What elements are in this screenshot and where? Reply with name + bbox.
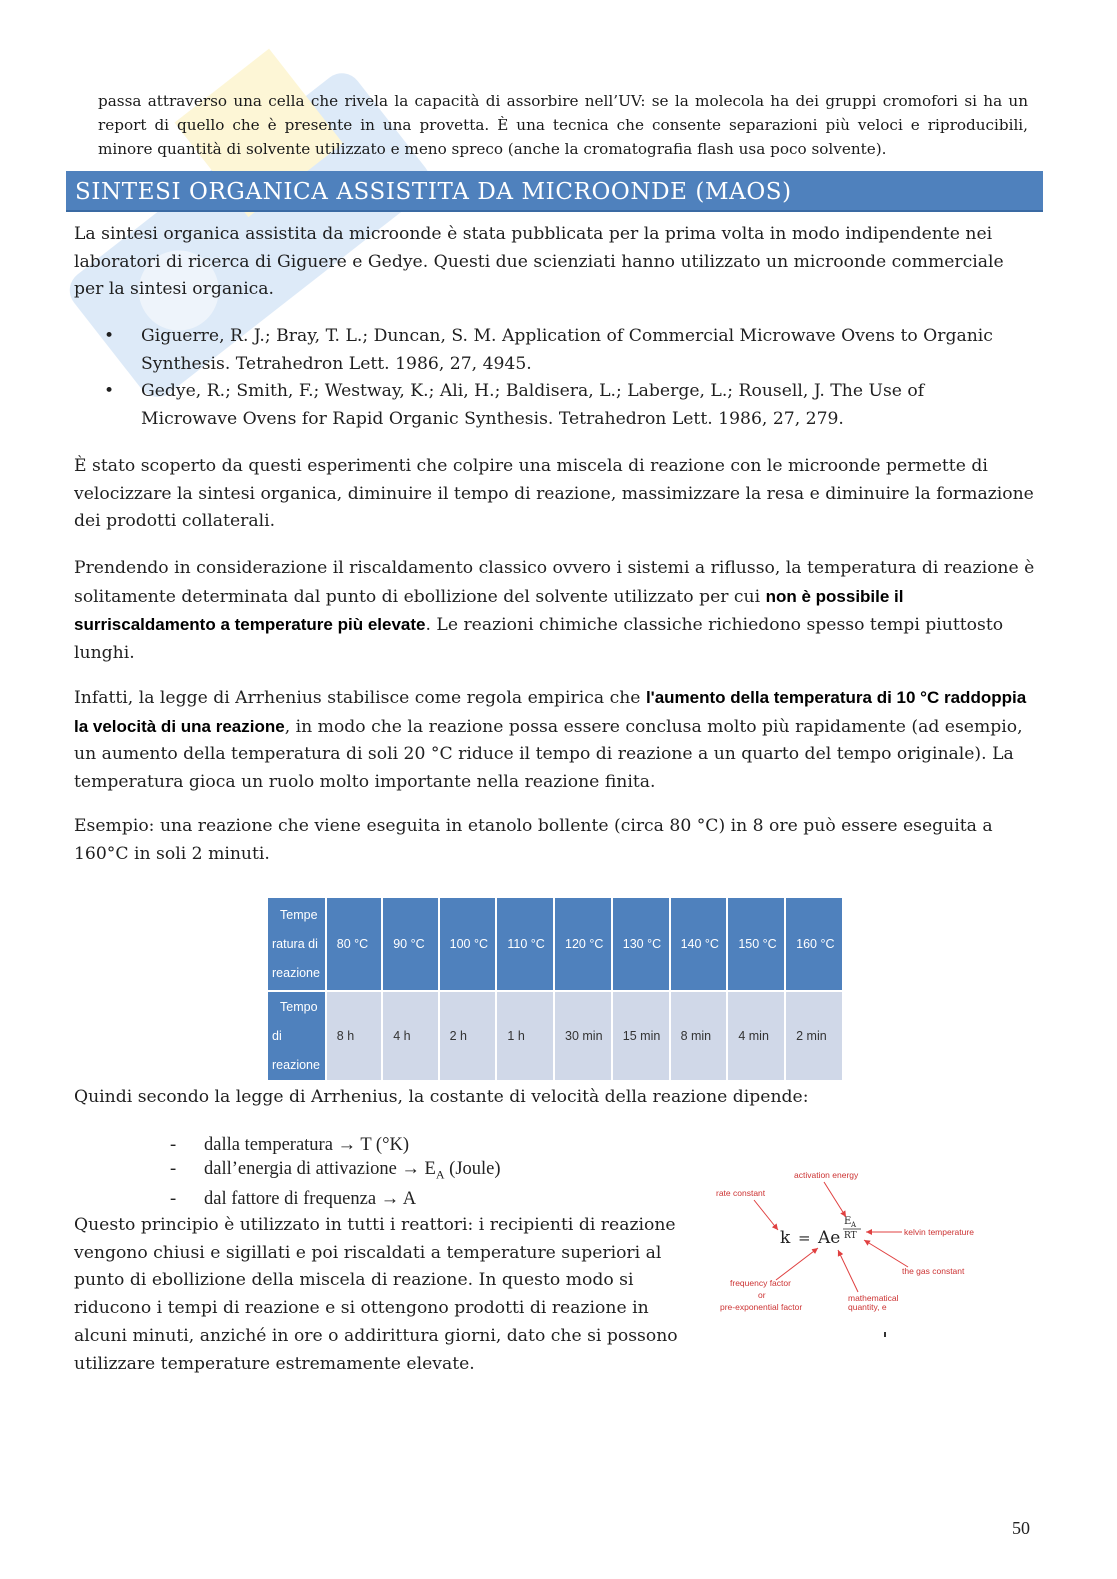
table-cell: 90 °C: [382, 897, 438, 991]
arrhenius-equation-diagram: [706, 1162, 986, 1342]
factor-text: dal fattore di frequenza → A: [204, 1188, 417, 1209]
table-cell: 2 min: [785, 991, 843, 1081]
label-rate-constant: rate constant: [716, 1188, 766, 1198]
row-header: [267, 897, 326, 991]
label-pre-exponential: pre-exponential factor: [720, 1302, 803, 1312]
table-cell: 150 °C: [727, 897, 785, 991]
text-run: . Le reazioni chimiche classiche richiedono spesso tempi piuttosto lunghi.: [74, 615, 1004, 664]
section-title: SINTESI ORGANICA ASSISTITA DA MICROONDE (MAOS): [75, 179, 792, 205]
reference-text: Gedye, R.; Smith, F.; Westway, K.; Ali, H.; Baldisera, L.; Laberge, L.; Rousell, J. The Use of Microwave Ovens for Rapid Organic Synthesis. Tetrahedron Lett. 1986, 27, 279.: [141, 381, 925, 430]
row-header-line: Tempo: [280, 999, 318, 1014]
page-number: 50: [1012, 1518, 1030, 1538]
table-cell: 30 min: [554, 991, 612, 1081]
arrow-frequency: [776, 1248, 818, 1280]
paragraph-intro-maos: La sintesi organica assistita da microonde è stata pubblicata per la prima volta in modo indipendente nei laboratori di ricerca di Giguere e Gedye. Questi due scienziati hanno utilizzato un microonde commerciale per la sintesi organica.: [74, 224, 1004, 300]
arrow-mathematical: [838, 1250, 858, 1292]
table-cell: 1 h: [496, 991, 554, 1081]
table-cell: 80 °C: [326, 897, 382, 991]
table-row: [267, 897, 843, 991]
equation-equals: =: [798, 1229, 811, 1247]
row-header: [267, 991, 326, 1081]
bullet: •: [104, 326, 115, 346]
paragraph-example: Esempio: una reazione che viene eseguita in etanolo bollente (circa 80 °C) in 8 ore può essere eseguita a 160°C in soli 2 minuti.: [74, 816, 993, 864]
label-frequency-factor: frequency factor: [730, 1278, 791, 1288]
temperature-time-table: [266, 896, 844, 1082]
reference-text: Giguerre, R. J.; Bray, T. L.; Duncan, S. M. Application of Commercial Microwave Ovens to Organic Synthesis. Tetrahedron Lett. 1986, 27, 4945.: [141, 326, 993, 374]
equation-exp-num: E: [844, 1216, 852, 1227]
factor-text: dalla temperatura → T (°K): [204, 1135, 409, 1155]
label-mathematical: mathematical: [848, 1293, 899, 1303]
arrow-rate: [754, 1200, 778, 1230]
tiny-mark: [884, 1332, 886, 1337]
table-cell: 160 °C: [785, 897, 843, 991]
intro-paragraph: passa attraverso una cella che rivela la capacità di assorbire nell’UV: se la molecola ha dei gruppi cromofori si ha un report di quello che è presente in una provetta. È una tecnica che consente separazioni più veloci e riproducibili, minore quantità di solvente utilizzato e meno spreco (anche la cromatografia flash usa poco solvente).: [98, 92, 1028, 159]
row-header-line: Tempe: [280, 907, 318, 922]
paragraph-arrhenius: [74, 684, 1036, 797]
paragraph-reactors: Questo principio è utilizzato in tutti i reattori: i recipienti di reazione vengono chiusi e sigillati e poi riscaldati a temperature superiori al punto di ebollizione della miscela di reazione. In questo modo si riducono i tempi di reazione e si ottengono prodotti di reazione in alcuni minuti, anziché in ore o addirittura giorni, dato che si possono utilizzare temperature estremamente elevate.: [74, 1215, 678, 1374]
factor-item: [170, 1157, 501, 1187]
arrow-gas: [864, 1240, 908, 1267]
table-cell: 110 °C: [496, 897, 554, 991]
factor-text: dall’energia di attivazione → E: [204, 1159, 436, 1179]
table-cell: 15 min: [612, 991, 670, 1081]
table-cell: 8 h: [326, 991, 382, 1081]
row-header-line: di: [272, 1028, 282, 1043]
paragraph-arrhenius-factors: Quindi secondo la legge di Arrhenius, la costante di velocità della reazione dipende:: [74, 1087, 809, 1107]
table-cell: 8 min: [670, 991, 728, 1081]
arrow-activation: [824, 1182, 846, 1217]
factor-item: [170, 1133, 501, 1157]
highlight-text: l'aumento della temperatura di 10 °C raddoppia la velocità di una reazione: [74, 688, 1027, 736]
label-gas-constant: the gas constant: [902, 1266, 965, 1276]
equation-ae: Ae: [818, 1228, 841, 1248]
table-cell: 140 °C: [670, 897, 728, 991]
equation-k: k: [780, 1228, 791, 1248]
label-frequency-or: or: [758, 1290, 766, 1300]
row-header-line: reazione: [272, 1057, 320, 1072]
factor-item: [170, 1187, 501, 1211]
factor-suffix: (Joule): [444, 1159, 501, 1179]
dash: -: [170, 1188, 177, 1209]
text-run: Infatti, la legge di Arrhenius stabilisce come regola empirica che: [74, 688, 646, 708]
table-cell: 4 h: [382, 991, 438, 1081]
paragraph-classic-heating: [74, 555, 1036, 668]
table-cell: 120 °C: [554, 897, 612, 991]
bullet: •: [104, 381, 115, 402]
table-cell: 100 °C: [439, 897, 497, 991]
reference-item: [104, 378, 1014, 433]
equation-exp-den: RT: [844, 1231, 857, 1241]
table-row: [267, 991, 843, 1081]
paragraph-discovery: È stato scoperto da questi esperimenti che colpire una miscela di reazione con le microonde permette di velocizzare la sintesi organica, diminuire il tempo di reazione, massimizzare la resa e diminuire la formazione dei prodotti collaterali.: [74, 456, 1034, 532]
table-cell: 130 °C: [612, 897, 670, 991]
table-cell: 2 h: [439, 991, 497, 1081]
dash: -: [170, 1159, 177, 1179]
row-header-line: reazione: [272, 965, 320, 980]
row-header-line: ratura di: [272, 936, 318, 951]
dash: -: [170, 1135, 177, 1155]
highlight-text: non è possibile il surriscaldamento a temperature più elevate: [74, 586, 904, 635]
table-cell: 4 min: [727, 991, 785, 1081]
section-header: [66, 171, 1043, 212]
label-quantity-e: quantity, e: [848, 1302, 887, 1312]
reference-list: [104, 323, 1014, 434]
text-run: , in modo che la reazione possa essere conclusa molto più rapidamente (ad esempio, un aumento della temperatura di soli 20 °C riduce il tempo di reazione a un quarto del tempo originale). La temperatura gioca un ruolo molto importante nella reazione finita.: [74, 716, 1023, 793]
label-kelvin-temperature: kelvin temperature: [904, 1227, 974, 1237]
equation-exp-num-sub: A: [851, 1221, 857, 1229]
text-run: Prendendo in considerazione il riscaldamento classico ovvero i sistemi a riflusso, la temperatura di reazione è solitamente determinata dal punto di ebollizione del solvente utilizzato per cui: [74, 558, 1035, 607]
factor-list: [170, 1133, 501, 1211]
factor-subscript: A: [435, 1167, 445, 1182]
label-activation-energy: activation energy: [794, 1170, 859, 1180]
reference-item: [104, 323, 1014, 378]
